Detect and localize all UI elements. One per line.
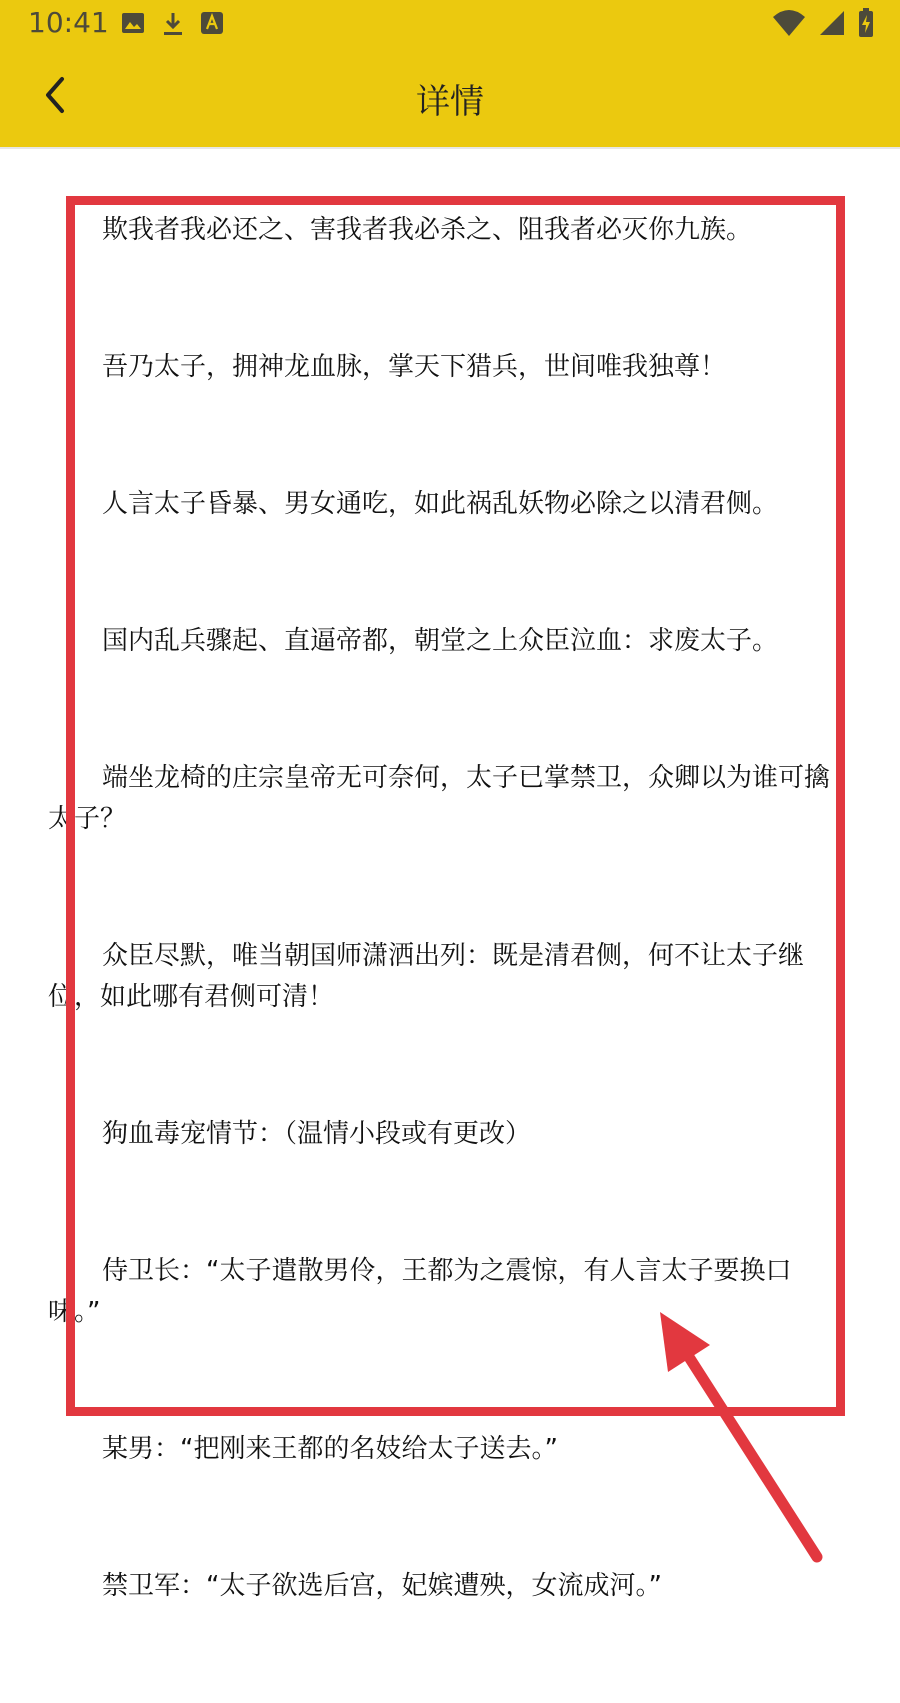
image-icon — [120, 10, 146, 42]
signal-icon — [818, 9, 846, 41]
text-a-icon — [200, 10, 224, 42]
status-bar — [0, 0, 900, 48]
wifi-icon — [772, 9, 806, 41]
status-time: 10:41 — [28, 6, 109, 39]
article-paragraph: 禁卫军：“太子欲选后宫，妃嫔遭殃，女流成河。” — [102, 1571, 662, 1601]
article-content — [48, 210, 833, 1703]
download-icon — [160, 10, 186, 42]
article-paragraph: 吾乃太子，拥神龙血脉，掌天下猎兵，世间唯我独尊！ — [102, 352, 727, 382]
article-paragraph: 狗血毒宠情节：（温情小段或有更改） — [102, 1119, 532, 1149]
notification-icons — [120, 10, 224, 42]
article-paragraph: 某男：“把刚来王都的名妓给太子送去。” — [102, 1434, 558, 1464]
article-paragraph: 人言太子昏暴、男女通吃，如此祸乱妖物必除之以清君侧。 — [102, 489, 779, 519]
battery-charging-icon — [858, 8, 874, 42]
article-paragraph: 欺我者我必还之、害我者我必杀之、阻我者必灭你九族。 — [102, 215, 753, 245]
article-paragraph: 端坐龙椅的庄宗皇帝无可奈何，太子已掌禁卫，众卿以为谁可擒太子？ — [48, 763, 831, 834]
article-paragraph: 国内乱兵骤起、直逼帝都，朝堂之上众臣泣血：求废太子。 — [102, 626, 779, 656]
system-icons — [772, 8, 874, 42]
app-bar-divider — [0, 147, 900, 149]
page-title: 详情 — [416, 82, 484, 122]
article-paragraph: 侍卫长：“太子遣散男伶，王都为之震惊，有人言太子要换口味。” — [48, 1256, 792, 1327]
article-paragraph: 众臣尽默，唯当朝国师潇洒出列：既是清君侧，何不让太子继位，如此哪有君侧可清！ — [48, 941, 805, 1012]
app-bar — [0, 48, 900, 148]
